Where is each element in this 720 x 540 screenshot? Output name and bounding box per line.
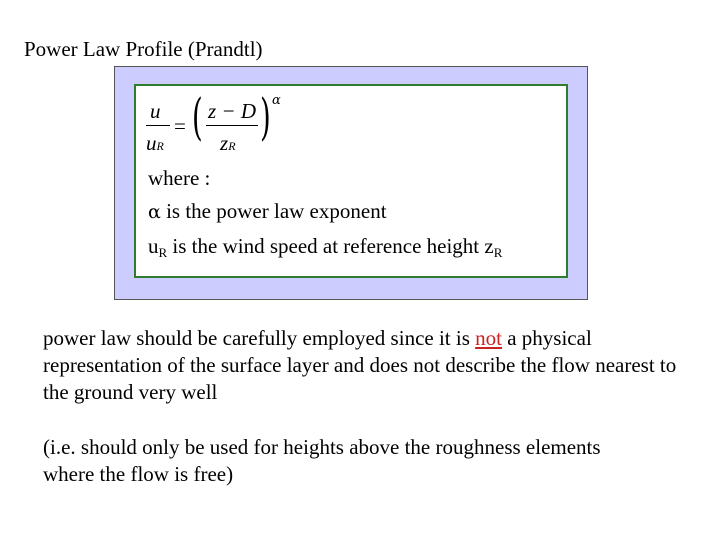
lhs-denominator: uR [146, 131, 164, 155]
exponent-alpha: α [272, 93, 281, 108]
lhs-numerator: u [150, 99, 161, 123]
lhs-fraction-bar [146, 125, 170, 126]
left-paren: ( [192, 88, 203, 146]
rhs-numerator: z − D [208, 99, 257, 123]
rhs-fraction-bar [206, 125, 258, 126]
emphasis-not: not [475, 326, 502, 350]
power-law-formula [136, 86, 286, 158]
formula-panel [134, 84, 568, 278]
right-paren: ) [260, 88, 271, 146]
caution-paragraph: power law should be carefully employed since it is not a physical representation of the surface layer and does not describe the flow nearest to the ground very well [43, 326, 677, 404]
usage-note: (i.e. should only be used for heights above the roughness elements where the flow is free) [43, 435, 601, 486]
rhs-denominator: zR [220, 131, 236, 155]
alpha-definition: α is the power law exponent [148, 199, 387, 223]
ur-definition: $u_R$ is the wind speed at reference height $z_R$ [148, 234, 503, 260]
equals-sign: = [174, 114, 186, 138]
slide-title: Power Law Profile (Prandtl) [24, 37, 263, 61]
where-label: where : [148, 166, 211, 190]
